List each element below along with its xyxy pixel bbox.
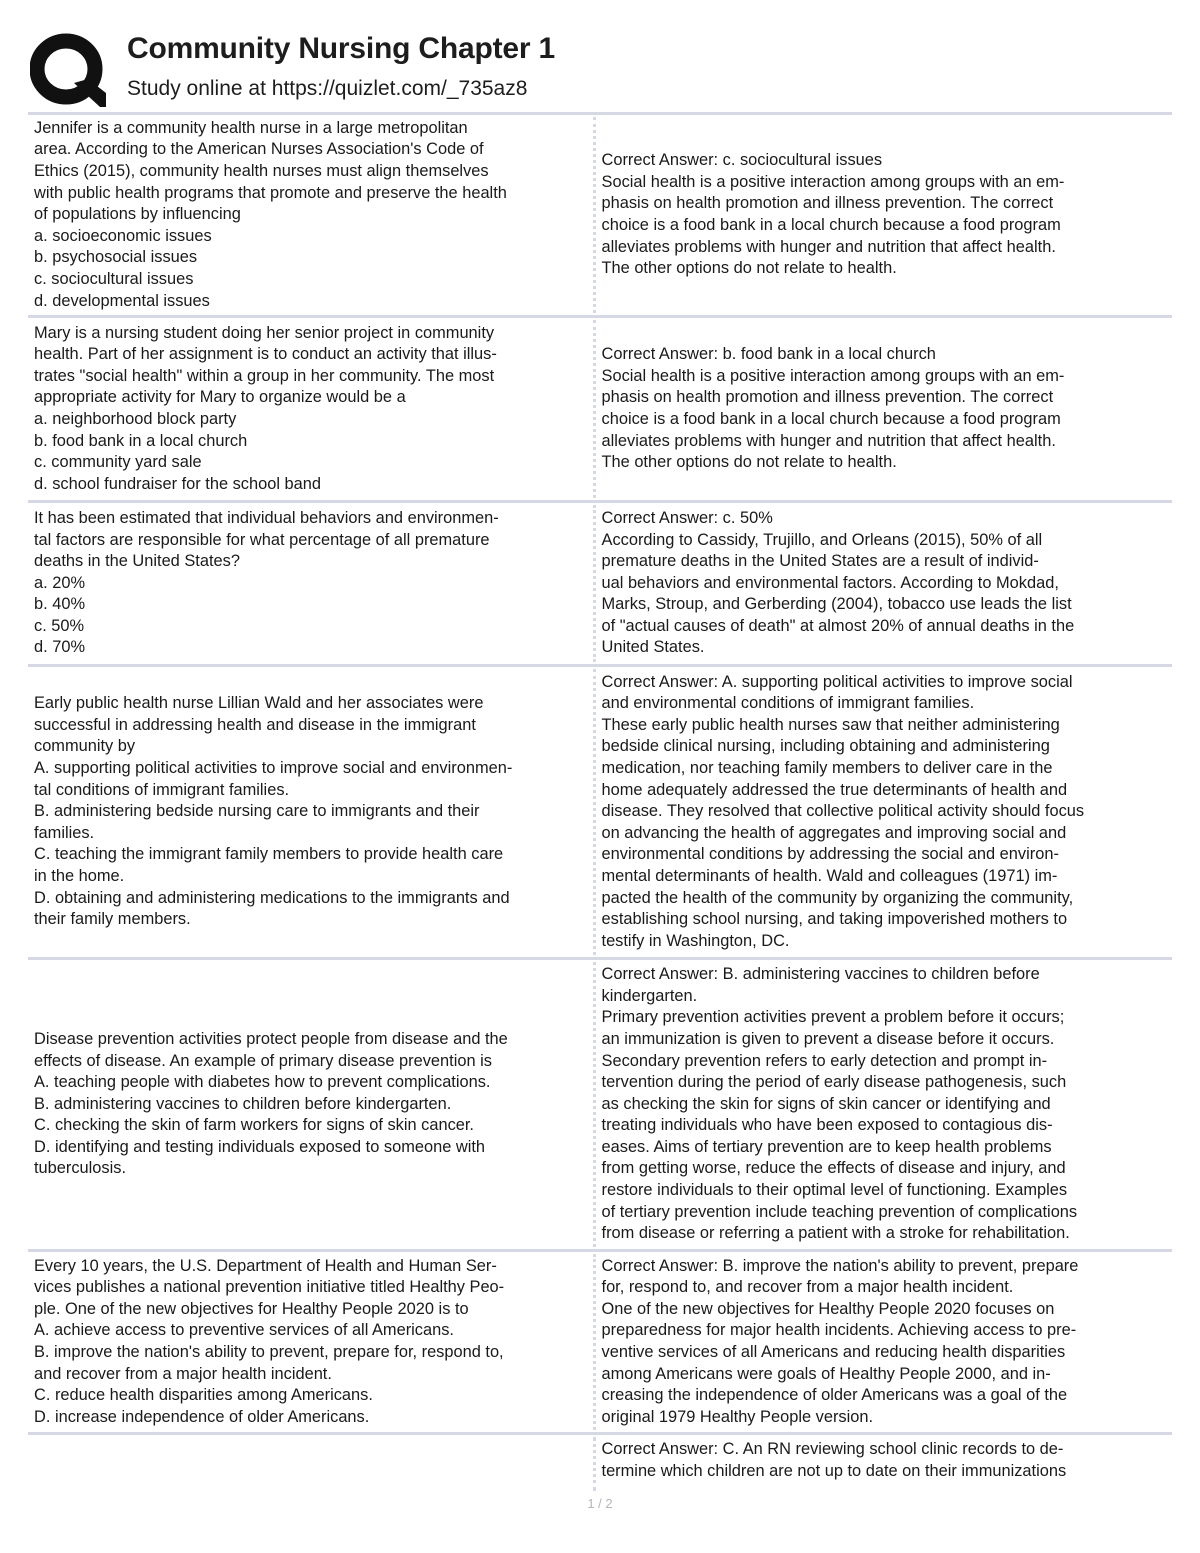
quizlet-q-logo-icon: [30, 33, 106, 107]
flashcard: [28, 1252, 1172, 1435]
question-text: Jennifer is a community health nurse in a large metropolitan area. According to the American Nurses Association's Code of Ethics (2015), community health nurses must align themselves with public health programs that promote and preserve the health of populations by influencing a. socioeconomic issues b. psychosocial issues c. sociocultural issues d. developmental issues: [34, 118, 507, 310]
study-link[interactable]: Study online at https://quizlet.com/_735az8: [127, 77, 528, 100]
page-title: Community Nursing Chapter 1: [127, 32, 555, 65]
question-text: [28, 1435, 593, 1493]
page-number: 1 / 2: [587, 1496, 613, 1511]
document-header: [30, 28, 1172, 112]
flashcard-list: [28, 115, 1172, 1493]
flashcard: [28, 667, 1172, 960]
answer-text: Correct Answer: B. improve the nation's ability to prevent, prepare for, respond to, and recover from a major health incident. One of the new objectives for Healthy People 2020 focuses on preparedness for major health incidents. Achieving access to pre- ventive services of all Americans and reducing health disparities among Americans were goals of Healthy People 2000, and in- creasing the independence of older Americans was a goal of the original 1979 Healthy People version.: [601, 1256, 1079, 1426]
question-text: Every 10 years, the U.S. Department of Health and Human Ser- vices publishes a national prevention initiative titled Healthy Peo- ple. One of the new objectives for Healthy People 2020 is to A. achieve access to preventive services of all Americans. B. improve the nation's ability to prevent, prepare for, respond to, and recover from a major health incident. C. reduce health disparities among Americans. D. increase independence of older Americans.: [34, 1256, 505, 1426]
flashcard: [28, 960, 1172, 1252]
question-text: Early public health nurse Lillian Wald and her associates were successful in addressing health and disease in the immigrant community by A. supporting political activities to improve social and environmen- tal conditions of immigrant families. B. administering bedside nursing care to immigrants and their families. C. teaching the immigrant family members to provide health care in the home. D. obtaining and administering medications to the immigrants and their family members.: [34, 694, 513, 929]
flashcard: [28, 1435, 1172, 1493]
flashcard: [28, 115, 1172, 318]
answer-text: Correct Answer: c. sociocultural issues Social health is a positive interaction among groups with an em- phasis on health promotion and illness prevention. The correct choice is a food bank in a local church because a food program alleviates problems with hunger and nutrition that affect health. The other options do not relate to health.: [601, 151, 1065, 278]
question-text: Disease prevention activities protect people from disease and the effects of disease. An example of primary disease prevention is A. teaching people with diabetes how to prevent complications. B. administering vaccines to children before kindergarten. C. checking the skin of farm workers for signs of skin cancer. D. identifying and testing individuals exposed to someone with tuberculosis.: [34, 1029, 508, 1178]
flashcard: [28, 318, 1172, 503]
answer-text: Correct Answer: C. An RN reviewing school clinic records to de- termine which children are not up to date on their immunizations: [601, 1440, 1067, 1480]
question-text: Mary is a nursing student doing her senior project in community health. Part of her assignment is to conduct an activity that illus- trates "social health" within a group in her community. The most appropriate activity for Mary to organize would be a a. neighborhood block party b. food bank in a local church c. community yard sale d. school fundraiser for the school band: [34, 323, 497, 493]
answer-text: Correct Answer: b. food bank in a local church Social health is a positive interaction among groups with an em- phasis on health promotion and illness prevention. The correct choice is a food bank in a local church because a food program alleviates problems with hunger and nutrition that affect health. The other options do not relate to health.: [601, 345, 1065, 472]
answer-text: Correct Answer: B. administering vaccines to children before kindergarten. Primary prevention activities prevent a problem before it occurs; an immunization is given to prevent a disease before it occurs. Secondary prevention refers to early detection and prompt in- tervention during the period of early disease pathogenesis, such as checking the skin for signs of skin cancer or identifying and treating individuals who have been exposed to contagious dis- eases. Aims of tertiary prevention are to keep health problems from getting worse, reduce the effects of disease and injury, and restore individuals to their optimal level of functioning. Examples of tertiary prevention include teaching prevention of complications from disease or referring a patient with a stroke for rehabilitation.: [601, 965, 1078, 1243]
answer-text: Correct Answer: A. supporting political activities to improve social and environmental conditions of immigrant families. These early public health nurses saw that neither administering bedside clinical nursing, including obtaining and administering medication, nor teaching family members to deliver care in the home adequately addressed the true determinants of health and disease. They resolved that collective political activity should focus on advancing the health of aggregates and improving social and environmental conditions by addressing the social and environ- mental determinants of health. Wald and colleagues (1971) im- pacted the health of the community by organizing the community, establishing school nursing, and taking impoverished mothers to testify in Washington, DC.: [601, 672, 1085, 950]
question-text: It has been estimated that individual behaviors and environmen- tal factors are responsible for what percentage of all premature deaths in the United States? a. 20% b. 40% c. 50% d. 70%: [34, 508, 499, 657]
flashcard: [28, 503, 1172, 667]
answer-text: Correct Answer: c. 50% According to Cassidy, Trujillo, and Orleans (2015), 50% of all premature deaths in the United States are a result of individ- ual behaviors and environmental factors. According to Mokdad, Marks, Stroup, and Gerberding (2004), tobacco use leads the list of "actual causes of death" at almost 20% of annual deaths in the United States.: [601, 508, 1075, 657]
